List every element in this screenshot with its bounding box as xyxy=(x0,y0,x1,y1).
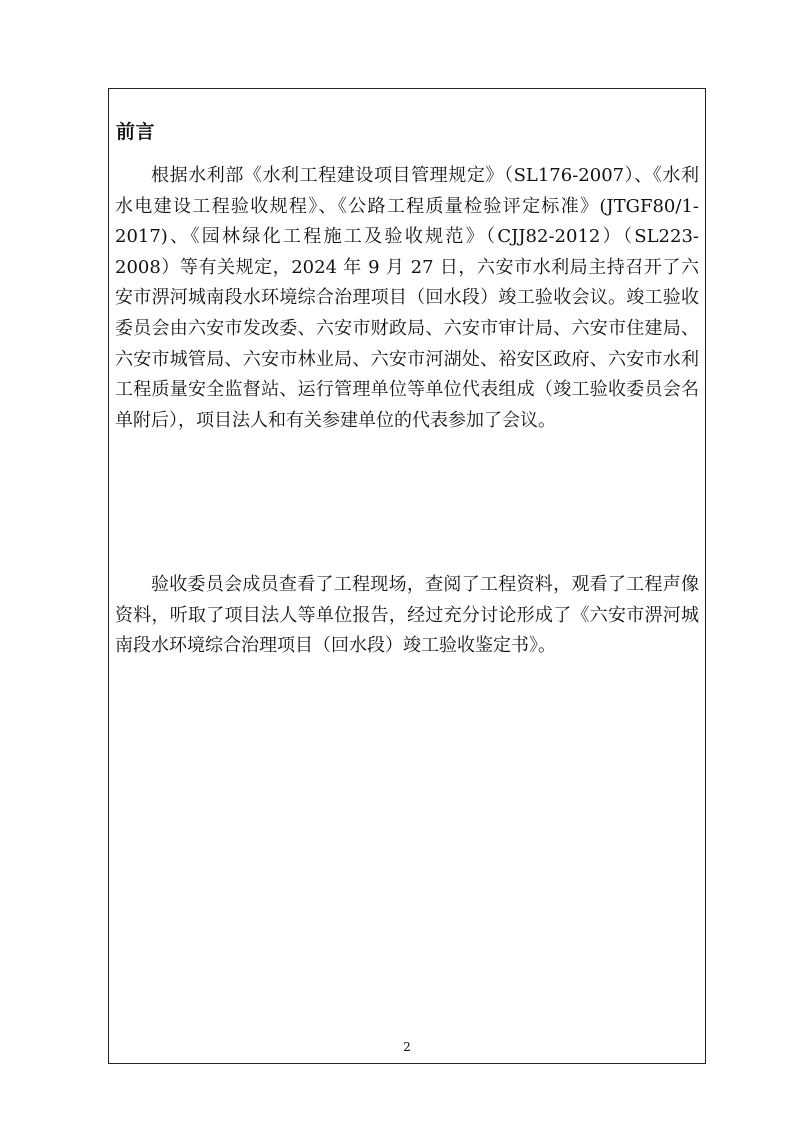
page-number: 2 xyxy=(403,1040,411,1054)
paragraph-review: 验收委员会成员查看了工程现场，查阅了工程资料，观看了工程声像资料，听取了项目法人等单位报告，经过充分讨论形成了《六安市淠河城南段水环境综合治理项目（回水段）竣工验收鉴定书》。 xyxy=(115,574,699,657)
paragraph-regulations: 根据水利部《水利工程建设项目管理规定》（SL176-2007）、《水利水电建设工程验收规程》、《公路工程质量检验评定标准》(JTGF80/1-2017)、《园林绿化工程施工及验收规范》（CJJ82-2012）（SL223-2008）等有关规定，2024 年 9 月 27 日，六安市水利局主持召开了六安市淠河城南段水环境综合治理项目（回水段）竣工验收会议。竣工验收委员会由六安市发改委、六安市财政局、六安市审计局、六安市住建局、六安市城管局、六安市林业局、六安市河湖处、裕安区政府、六安市水利工程质量安全监督站、运行管理单位等单位代表组成（竣工验收委员会名单附后），项目法人和有关参建单位的代表参加了会议。 xyxy=(115,165,699,431)
section-heading: 前言 xyxy=(116,121,156,143)
document-frame xyxy=(108,88,706,1064)
